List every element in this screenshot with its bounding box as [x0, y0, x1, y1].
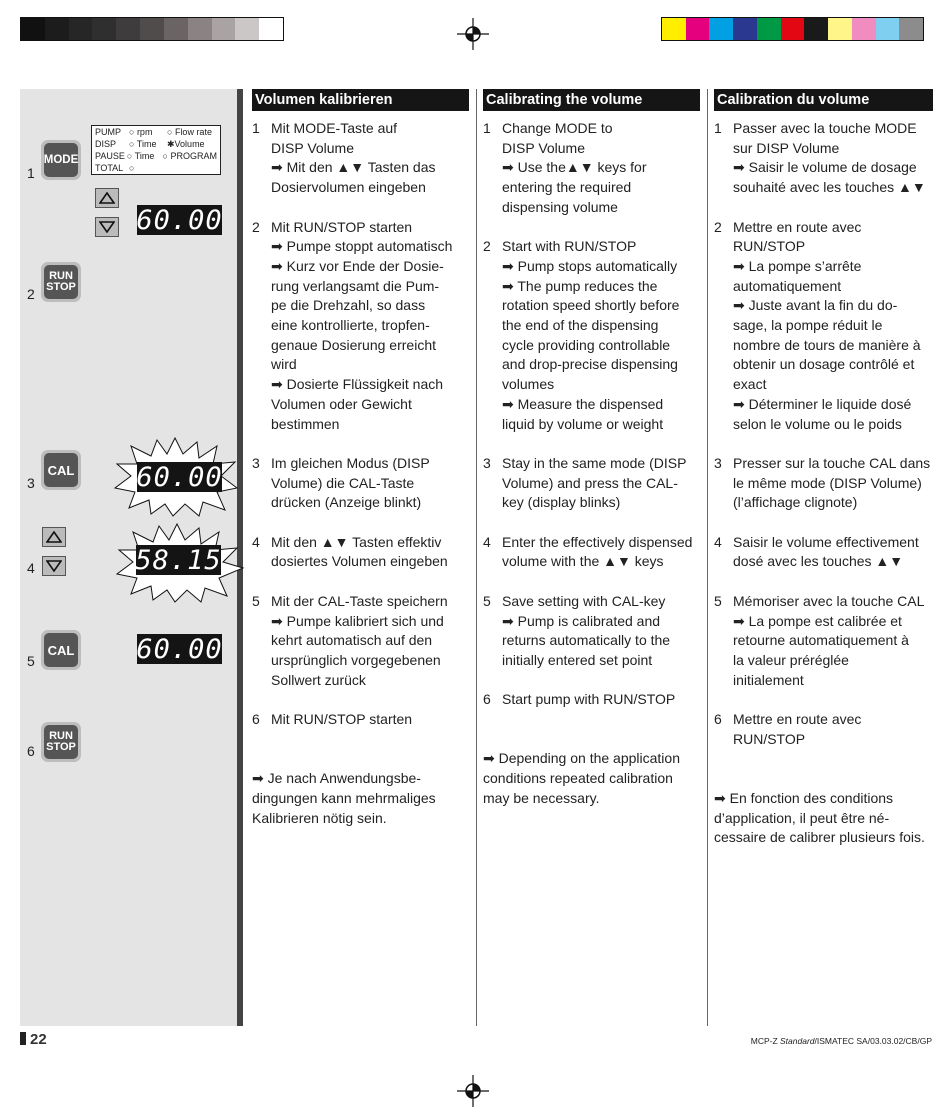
step-text-line: souhaité avec les touches ▲▼ — [733, 179, 926, 196]
column-heading: Calibrating the volume — [483, 89, 700, 111]
note-text-line: ➡ En fonction des conditions — [714, 789, 894, 806]
step-text-line: volumes — [502, 376, 555, 393]
step-text-line: Start pump with RUN/STOP — [502, 691, 676, 708]
note-text-line: ➡ Je nach Anwendungsbe- — [252, 770, 421, 787]
column-heading: Volumen kalibrieren — [252, 89, 469, 111]
legend-label: DISP — [95, 139, 117, 149]
step-text-line: dosiertes Volumen eingeben — [271, 553, 448, 570]
step-number: 1 — [252, 120, 260, 136]
step-text-line: Stay in the same mode (DISP — [502, 454, 687, 471]
column-divider — [476, 89, 477, 1026]
note-text-line: cessaire de calibrer plusieurs fois. — [714, 829, 925, 846]
column-english — [483, 89, 700, 809]
step-text-line: Start with RUN/STOP — [502, 238, 637, 255]
step-number: 3 — [27, 475, 35, 491]
run-stop-key[interactable] — [41, 722, 81, 762]
mode-key-label: MODE — [44, 143, 78, 177]
page-marker — [20, 1032, 26, 1045]
step-text-line: key (display blinks) — [502, 494, 621, 511]
color-swatch — [899, 18, 923, 40]
instruction-step — [714, 119, 933, 198]
step-text-line: drücken (Anzeige blinkt) — [271, 494, 422, 511]
step-number: 4 — [252, 533, 260, 550]
step-text-line: ➡ Déterminer le liquide dosé — [733, 395, 912, 412]
step-text-line: Mit RUN/STOP starten — [271, 218, 413, 235]
legend-option-label: rpm — [136, 127, 153, 137]
legend-option-label: PROGRAM — [170, 151, 217, 161]
instruction-step — [714, 710, 933, 749]
step-text-line: DISP Volume — [271, 139, 355, 156]
document-reference — [751, 1036, 932, 1046]
step-text-line: bestimmen — [271, 415, 340, 432]
legend-option-label: Volume — [174, 139, 205, 149]
led-display-blinking: 58.15 — [135, 544, 222, 576]
step-text-line: la valeur préréglée — [733, 651, 849, 668]
step-text-line: retourne automatiquement à — [733, 632, 909, 649]
color-swatch — [781, 18, 805, 40]
step-text-line: nombre de tours de manière à — [733, 336, 921, 353]
up-triangle-icon — [46, 531, 62, 543]
step-text-line: Save setting with CAL-key — [502, 592, 666, 609]
color-swatch — [876, 18, 900, 40]
gray-swatch — [212, 18, 236, 40]
note-text-line: Kalibrieren nötig sein. — [252, 809, 387, 826]
legend-option-label: Time — [136, 139, 157, 149]
color-swatch — [733, 18, 757, 40]
instruction-step — [252, 218, 469, 435]
step-number: 2 — [483, 238, 491, 255]
step-text-line: rotation speed shortly before — [502, 297, 680, 314]
step-text-line: Im gleichen Modus (DISP — [271, 454, 430, 471]
step-text-line: dispensing volume — [502, 198, 618, 215]
color-swatch — [804, 18, 828, 40]
legend-option: ○ rpm — [129, 127, 153, 137]
step-number: 1 — [483, 120, 491, 136]
instruction-step — [483, 533, 700, 572]
step-number: 1 — [27, 165, 35, 181]
step-text-line: Mettre en route avec RUN/STOP — [733, 218, 862, 255]
instruction-step — [252, 533, 469, 572]
reference-italic: Standard — [780, 1036, 815, 1046]
led-display: 60.00 — [136, 633, 223, 665]
step-text-line: dosé avec les touches ▲▼ — [733, 553, 904, 570]
legend-option: ○ — [129, 163, 135, 173]
note-text-line: ➡ Depending on the application — [483, 750, 680, 767]
step-text-line: ursprünglich vorgegebenen — [271, 651, 441, 668]
step-text-line: sur DISP Volume — [733, 139, 840, 156]
step-number: 3 — [714, 454, 722, 471]
step-number: 1 — [714, 120, 722, 136]
step-text-line: Enter the effectively dispensed — [502, 533, 693, 550]
step-text-line: Mit MODE-Taste auf — [271, 120, 398, 136]
cal-key[interactable] — [41, 630, 81, 670]
grayscale-calibration-bar — [20, 17, 284, 41]
instruction-step — [714, 454, 933, 513]
instruction-step — [714, 533, 933, 572]
mode-key[interactable] — [41, 140, 81, 180]
color-swatch — [852, 18, 876, 40]
mode-legend — [91, 125, 221, 175]
stop-label: STOP — [46, 281, 76, 293]
cal-key-label: CAL — [44, 453, 78, 487]
instruction-step — [252, 119, 469, 198]
step-text-line: ➡ Pump stops automatically — [502, 257, 678, 274]
page-number-text: 22 — [30, 1031, 47, 1048]
instruction-step — [252, 710, 469, 730]
step-number: 2 — [714, 218, 722, 235]
step-text-line: cycle providing controllable — [502, 336, 671, 353]
step-text-line: ➡ Measure the dispensed — [502, 395, 664, 412]
step-text-line: liquid by volume or weight — [502, 415, 664, 432]
step-number: 4 — [714, 533, 722, 550]
step-number: 5 — [27, 653, 35, 669]
step-text-line: kehrt automatisch auf den — [271, 632, 433, 649]
step-text-line: Mit RUN/STOP starten — [271, 711, 413, 728]
down-arrow-key[interactable] — [95, 217, 119, 237]
step-text-line: returns automatically to the — [502, 632, 671, 649]
step-number: 6 — [714, 711, 722, 728]
run-stop-key-label — [44, 725, 78, 759]
step-text-line: (l’affichage clignote) — [733, 494, 858, 511]
step-text-line: ➡ Kurz vor Ende der Dosie- — [271, 257, 444, 274]
step-number: 5 — [714, 592, 722, 609]
down-arrow-key[interactable] — [42, 556, 66, 576]
legend-option-label: Time — [134, 151, 155, 161]
step-number: 6 — [252, 711, 260, 728]
gray-swatch — [92, 18, 116, 40]
legend-option: ○ Time — [129, 139, 157, 149]
crosshair-icon — [457, 18, 489, 50]
color-swatch — [828, 18, 852, 40]
step-number: 4 — [27, 560, 35, 576]
step-text-line: Mémoriser avec la touche CAL — [733, 592, 925, 609]
step-text-line: Presser sur la touche CAL dans — [733, 454, 931, 471]
led-display: 60.00 — [136, 204, 223, 236]
run-stop-key[interactable] — [41, 262, 81, 302]
up-arrow-key[interactable] — [42, 527, 66, 547]
run-label: RUN — [49, 730, 73, 742]
run-label: RUN — [49, 270, 73, 282]
note-text-line: may be necessary. — [483, 789, 600, 806]
step-number: 5 — [483, 592, 491, 609]
step-text-line: obtenir un dosage contrôlé et — [733, 356, 915, 373]
gray-swatch — [45, 18, 69, 40]
cal-key[interactable] — [41, 450, 81, 490]
note-text-line: dingungen kann mehrmaliges — [252, 789, 436, 806]
color-swatch — [662, 18, 686, 40]
led-display-blinking: 60.00 — [136, 461, 223, 493]
legend-label: TOTAL — [95, 163, 124, 173]
step-text-line: wird — [271, 356, 297, 373]
column-divider — [707, 89, 708, 1026]
step-text-line: ➡ La pompe s’arrête — [733, 257, 862, 274]
step-text-line: Sollwert zurück — [271, 671, 366, 688]
column-french — [714, 89, 933, 848]
step-text-line: exact — [733, 376, 767, 393]
step-text-line: ➡ Pumpe kalibriert sich und — [271, 612, 444, 629]
legend-option-active: ✱Volume — [167, 139, 205, 149]
step-text-line: ➡ Dosierte Flüssigkeit nach — [271, 376, 444, 393]
step-text-line: ➡ Use the▲▼ keys for — [502, 159, 647, 176]
note-text-line: conditions repeated calibration — [483, 770, 673, 787]
step-number: 6 — [27, 743, 35, 759]
step-text-line: eine kontrollierte, tropfen- — [271, 317, 430, 334]
instruction-step — [252, 592, 469, 691]
cal-key-label: CAL — [44, 633, 78, 667]
step-text-line: Mit der CAL-Taste speichern — [271, 592, 448, 609]
step-text-line: Passer avec la touche MODE — [733, 120, 917, 136]
step-text-line: ➡ Pumpe stoppt automatisch — [271, 238, 453, 255]
legend-label: PUMP — [95, 127, 122, 137]
color-swatch — [709, 18, 733, 40]
step-text-line: ➡ Pump is calibrated and — [502, 612, 661, 629]
step-number: 6 — [483, 691, 491, 708]
step-number: 3 — [483, 454, 491, 471]
instruction-step — [483, 237, 700, 434]
step-text-line: volume with the ▲▼ keys — [502, 553, 664, 570]
step-text-line: rung verlangsamt die Pum- — [271, 277, 440, 294]
step-text-line: DISP Volume — [502, 139, 586, 156]
step-text-line: initialement — [733, 671, 804, 688]
reference-prefix: MCP-Z — [750, 1036, 781, 1046]
gray-swatch — [69, 18, 93, 40]
step-text-line: selon le volume ou le poids — [733, 415, 902, 432]
step-number: 3 — [252, 454, 260, 471]
step-text-line: ➡ Mit den ▲▼ Tasten das — [271, 159, 436, 176]
gray-swatch — [259, 18, 283, 40]
step-text-line: pe die Drehzahl, so dass — [271, 297, 426, 314]
step-text-line: Mettre en route avec RUN/STOP — [733, 711, 862, 747]
step-text-line: ➡ La pompe est calibrée et — [733, 612, 902, 629]
step-text-line: sage, la pompe réduit le — [733, 317, 883, 334]
instruction-step — [252, 454, 469, 513]
step-text-line: entering the required — [502, 179, 632, 196]
step-text-line: and drop-precise dispensing — [502, 356, 678, 373]
stop-label: STOP — [46, 741, 76, 753]
up-triangle-icon — [99, 192, 115, 204]
up-arrow-key[interactable] — [95, 188, 119, 208]
down-triangle-icon — [46, 560, 62, 572]
instruction-step — [483, 454, 700, 513]
run-stop-key-label — [44, 265, 78, 299]
step-text-line: ➡ Saisir le volume de dosage — [733, 159, 917, 176]
step-text-line: Volume) die CAL-Taste — [271, 474, 415, 491]
crosshair-icon — [457, 1075, 489, 1107]
gray-swatch — [164, 18, 188, 40]
step-number: 5 — [252, 592, 260, 609]
step-text-line: le même mode (DISP Volume) — [733, 474, 922, 491]
step-text-line: Volume) and press the CAL- — [502, 474, 678, 491]
step-text-line: genaue Dosierung erreicht — [271, 336, 436, 353]
color-swatch — [757, 18, 781, 40]
instruction-step — [714, 592, 933, 691]
instruction-step — [483, 690, 700, 710]
legend-label: PAUSE — [95, 151, 125, 161]
legend-option-label: Flow rate — [174, 127, 212, 137]
gray-swatch — [140, 18, 164, 40]
page-number — [20, 1031, 47, 1048]
gray-swatch — [116, 18, 140, 40]
color-calibration-bar — [661, 17, 924, 41]
step-text-line: Saisir le volume effectivement — [733, 533, 919, 550]
step-text-line: Volumen oder Gewicht — [271, 395, 412, 412]
gray-swatch — [21, 18, 45, 40]
step-text-line: Mit den ▲▼ Tasten effektiv — [271, 533, 442, 550]
column-heading: Calibration du volume — [714, 89, 933, 111]
step-number: 4 — [483, 533, 491, 550]
step-text-line: initially entered set point — [502, 651, 653, 668]
instruction-step — [483, 119, 700, 218]
step-number: 2 — [252, 218, 260, 235]
step-text-line: Dosiervolumen eingeben — [271, 179, 426, 196]
step-text-line: Change MODE to — [502, 120, 613, 136]
down-triangle-icon — [99, 221, 115, 233]
step-text-line: ➡ The pump reduces the — [502, 277, 658, 294]
step-number: 2 — [27, 286, 35, 302]
step-text-line: ➡ Juste avant la fin du do- — [733, 297, 898, 314]
gray-swatch — [188, 18, 212, 40]
instruction-step — [714, 218, 933, 435]
instruction-step — [483, 592, 700, 671]
legend-option: ○ Time — [126, 151, 155, 161]
column-german — [252, 89, 469, 828]
step-text-line: automatiquement — [733, 277, 842, 294]
legend-option: ○ PROGRAM — [162, 151, 217, 161]
reference-suffix: /ISMATEC SA/03.03.02/CB/GP — [814, 1036, 932, 1046]
note-text-line: d’application, il peut être né- — [714, 809, 890, 826]
legend-option: ○ Flow rate — [167, 127, 212, 137]
color-swatch — [686, 18, 710, 40]
gray-swatch — [235, 18, 259, 40]
step-text-line: the end of the dispensing — [502, 317, 659, 334]
